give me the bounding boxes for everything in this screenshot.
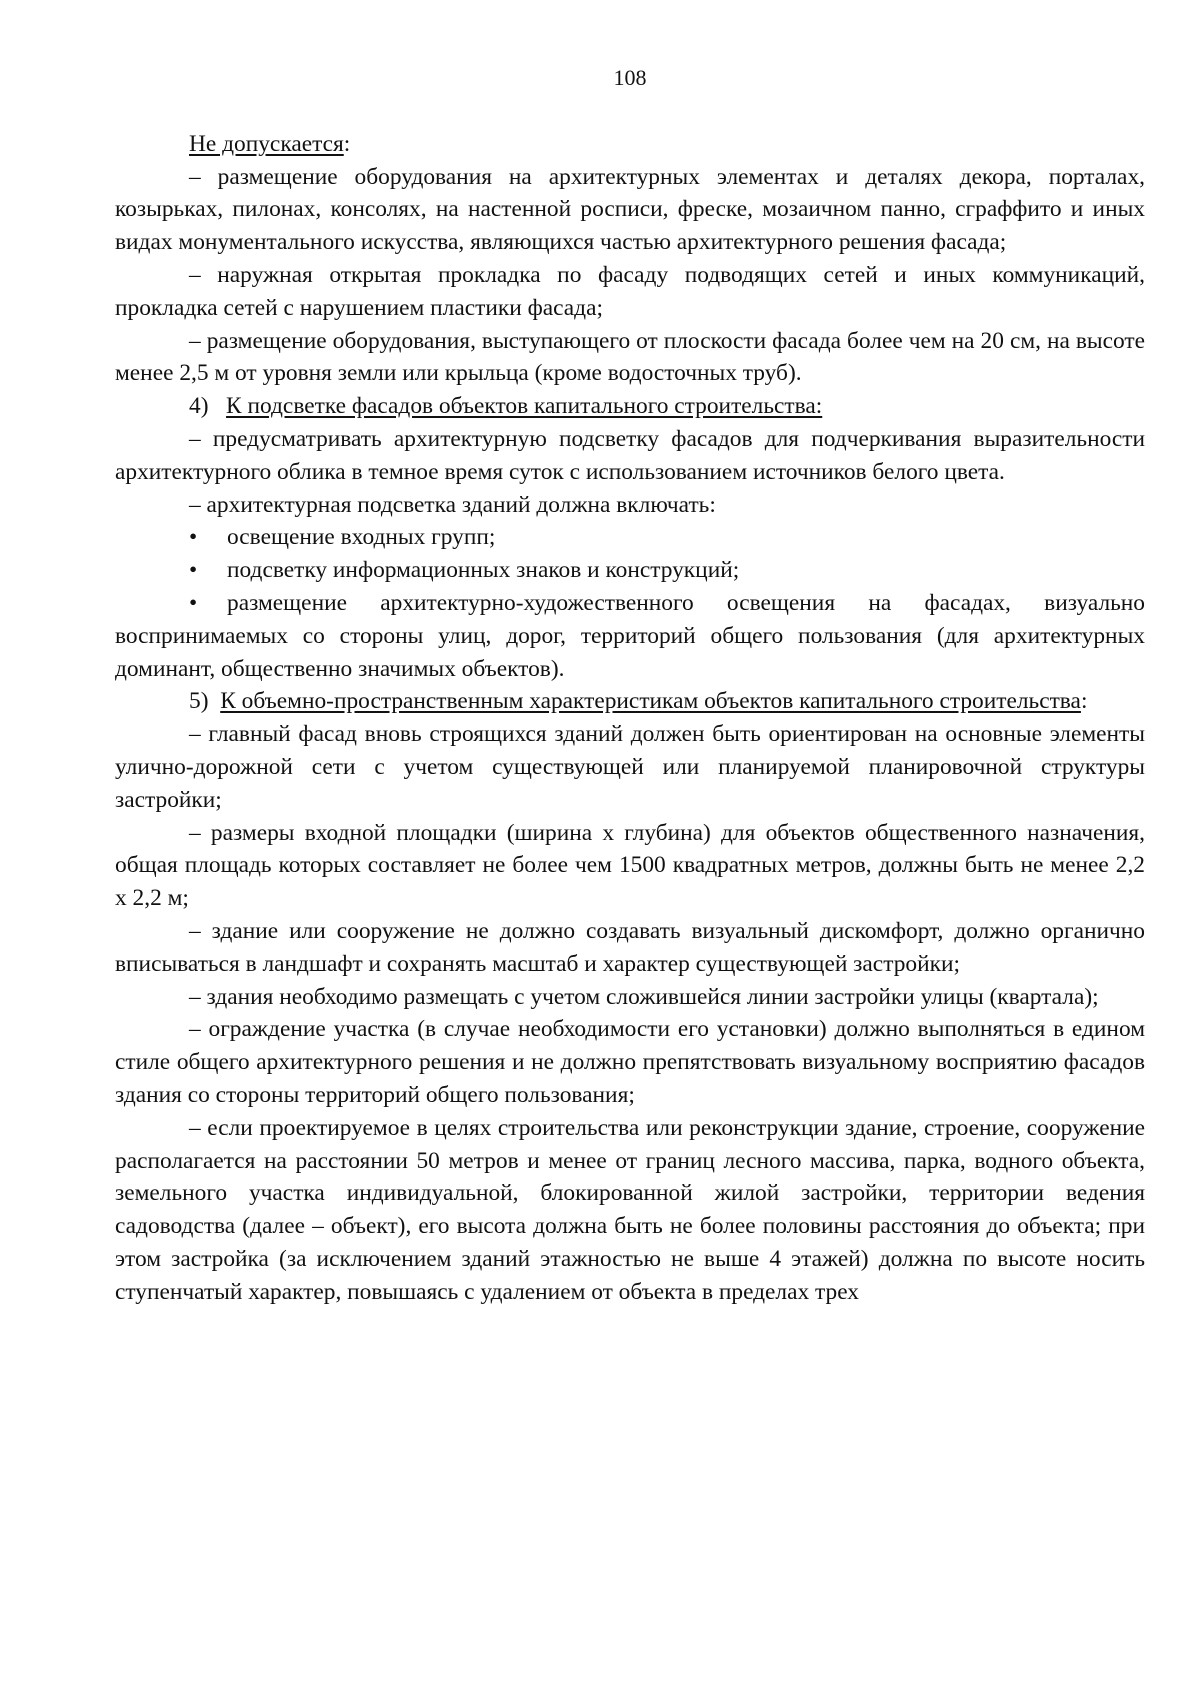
page-number: 108 [613,65,647,90]
bullet-item [115,554,1145,587]
section-5-number: 5) [189,688,209,715]
bullet-text: подсветку информационных знаков и конструкций; [227,557,740,584]
paragraph-lighting: – предусматривать архитектурную подсветку фасадов для подчеркивания выразительности архитектурного облика в темное время суток с использованием источников белого цвета. [115,425,1145,485]
section-4-heading [115,390,1145,423]
paragraph-main-facade: – главный фасад вновь строящихся зданий должен быть ориентирован на основные элементы улично-дорожной сети с учетом существующей или планируемой планировочной структуры застройки; [115,721,1145,813]
bullet-text: размещение архитектурно-художественного освещения на фасадах, визуально воспринимаемых со стороны улиц, дорог, территорий общего пользования (для архитектурных доминант, общественно значимых объектов). [115,589,1145,682]
bullet-icon: • [189,589,198,616]
bullet-item [115,587,1145,685]
paragraph-height-limit: – если проектируемое в целях строительства или реконструкции здание, строение, сооружение располагается на расстоянии 50 метров и менее от границ лесного массива, парка, водного объекта, земельного участка индивидуальной, блокированной жилой застройки, территории ведения садоводства (далее – объект), его высота должна быть не более половины расстояния до объекта; при этом застройка (за исключением зданий этажностью не выше 4 этажей) должна по высоте носить ступенчатый характер, повышаясь с удалением от объекта в пределах трех [115,1114,1145,1305]
section-5-heading [115,685,1145,718]
section-5-title: К объемно-пространственным характеристикам объектов капитального строительства [220,688,1081,715]
paragraph-equipment-decor: – размещение оборудования на архитектурных элементах и деталях декора, порталах, козырьках, пилонах, консолях, на настенной росписи, фреске, мозаичном панно, сграффито и иных видах монументального искусства, являющихся частью архитектурного решения фасада; [115,163,1145,256]
bullet-text: освещение входных групп; [227,524,496,551]
section-4-number: 4) [189,393,209,420]
paragraph-open-networks: – наружная открытая прокладка по фасаду подводящих сетей и иных коммуникаций, прокладка сетей с нарушением пластики фасада; [115,261,1145,321]
section-5-colon: : [1080,688,1088,715]
section-4-title: К подсветке фасадов объектов капитального строительства: [226,393,823,420]
document-page [115,62,1145,1308]
paragraph-fencing: – ограждение участка (в случае необходимости его установки) должно выполняться в едином стиле общего архитектурного решения и не должно препятствовать визуальному восприятию фасадов здания со стороны территорий общего пользования; [115,1016,1145,1108]
paragraph-visual-comfort: – здание или сооружение не должно создавать визуальный дискомфорт, должно органично вписываться в ландшафт и сохранять масштаб и характер существующей застройки; [115,917,1145,977]
paragraph-lighting-includes: – архитектурная подсветка зданий должна включать: [189,491,716,518]
bullet-item [115,521,1145,554]
paragraph-protruding-equipment: – размещение оборудования, выступающего от плоскости фасада более чем на 20 см, на высоте менее 2,5 м от уровня земли или крыльца (кроме водосточных труб). [115,327,1145,387]
paragraph-entrance-area: – размеры входной площадки (ширина х глубина) для объектов общественного назначения, общая площадь которых составляет не более чем 1500 квадратных метров, должны быть не менее 2,2 х 2,2 м; [115,819,1145,912]
heading-not-allowed [115,128,1145,161]
bullet-icon: • [189,524,198,551]
heading-colon: : [343,130,351,157]
bullet-icon: • [189,557,198,584]
paragraph-building-line: – здания необходимо размещать с учетом сложившейся линии застройки улицы (квартала); [189,983,1099,1010]
heading-text: Не допускается [189,130,344,157]
